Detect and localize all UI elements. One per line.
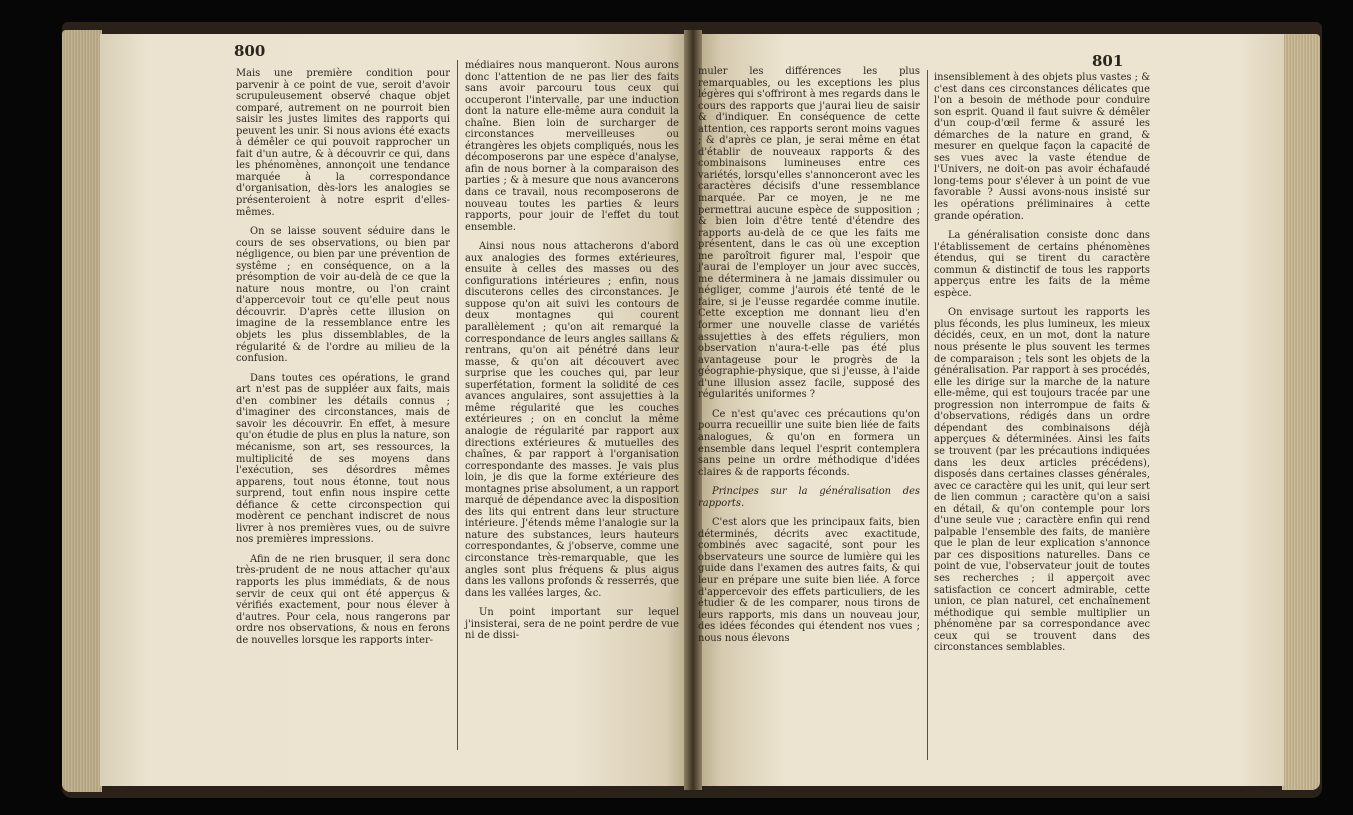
right-page-edges — [1282, 34, 1320, 790]
right-page-column-2 — [934, 72, 1150, 662]
paragraph: C'est alors que les principaux faits, bien déterminés, décrits avec exactitude, combinés avec sagacité, sont pour les observateurs une source de lumière qui les guide dans l'examen des autres faits, & qui leur en prépare une suite bien liée. A force d'appercevoir des effets particuliers, de les étudier & de les comparer, nous tirons de leurs rapports, mis dans un nouveau jour, des idées fécondes qui étendent nos vues ; nous nous élevons — [698, 517, 920, 644]
right-page-number: 801 — [1092, 52, 1124, 70]
paragraph: muler les différences les plus remarquables, ou les exceptions les plus légères qui s'offriront à mes regards dans le cours des rapports que j'aurai lieu de saisir & d'indiquer. En conséquence de cette attention, ces rapports seront moins vagues ; & d'après ce plan, je serai même en état d'établir de nouveaux rapports & des combinaisons lumineuses entre ces variétés, lorsqu'elles s'annonceront avec les caractères décisifs d'une ressemblance marquée. Par ce moyen, je ne me permettrai aucune espèce de supposition ; & bien loin d'être tenté d'étendre des rapports au-delà de ce que les faits me présentent, dans le cas où une exception me paroîtroit figurer mal, l'espoir que j'aurai de l'employer un jour avec succès, me déterminera à ne jamais dissimuler ou négliger, comme j'aurois été tenté de le faire, si je l'eusse regardée comme inutile. Cette exception me donnant lieu d'en former une nouvelle classe de variétés assujetties à des effets réguliers, mon observation n'aura-t-elle pas été plus avantageuse pour le progrès de la géographie-physique, que si j'eusse, à l'aide d'une illusion assez facile, supposé des régularités uniformes ? — [698, 66, 920, 401]
left-column-rule — [457, 60, 458, 750]
paragraph: Ce n'est qu'avec ces précautions qu'on pourra recueillir une suite bien liée de faits analogues, & qu'on en formera un ensemble dans lequel l'esprit contemplera sans peine un ordre méthodique d'idées claires & de rapports féconds. — [698, 408, 920, 478]
paragraph: Un point important sur lequel j'insisterai, sera de ne point perdre de vue ni de dissi- — [465, 607, 679, 642]
left-page-column-1 — [236, 68, 450, 654]
paragraph: Afin de ne rien brusquer, il sera donc très-prudent de ne nous attacher qu'aux rapports les plus immédiats, & de nous servir de ceux qui ont été apperçus & vérifiés exactement, pour nous élever à d'autres. Pour cela, nous rangerons par ordre nos observations, & nous en ferons de nouvelles lorsque les rapports inter- — [236, 553, 450, 646]
paragraph: médiaires nous manqueront. Nous aurons donc l'attention de ne pas lier des faits sans avoir parcouru tous ceux qui occuperont l'intervalle, par une induction dont la nature elle-même aura conduit la chaîne. Bien loin de surcharger de circonstances merveilleuses ou étrangères les objets compliqués, nous les décomposerons par une espèce d'analyse, afin de nous borner à la comparaison des parties ; & à mesure que nous avancerons dans ce travail, nous recomposerons de nouveau toutes les parties & leurs rapports, pour jouir de l'effet du tout ensemble. — [465, 60, 679, 233]
paragraph: On se laisse souvent séduire dans le cours de ses observations, ou bien par négligence, ou bien par une prévention de systême ; en conséquence, on a la présomption de voir au-delà de ce que la nature nous montre, ou l'on craint d'appercevoir tout ce qu'elle peut nous découvrir. D'après cette illusion on imagine de la ressemblance entre les objets les plus dissemblables, de la régularité & de l'ordre au milieu de la confusion. — [236, 226, 450, 365]
paragraph: Dans toutes ces opérations, le grand art n'est pas de suppléer aux faits, mais d'en combiner les détails connus ; d'imaginer des circonstances, mais de savoir les découvrir. En effet, à mesure qu'on étudie de plus en plus la nature, son mécanisme, son art, ses ressources, la multiplicité de ses moyens dans l'exécution, ses désordres mêmes apparens, tout nous étonne, tout nous surprend, tout enfin nous inspire cette défiance & cette circonspection qui modèrent ce penchant indiscret de nous livrer à nos premières vues, ou de suivre nos premières impressions. — [236, 372, 450, 546]
paragraph: Ainsi nous nous attacherons d'abord aux analogies des formes extérieures, ensuite à celles des masses ou des configurations intérieures ; enfin, nous discuterons celles des circonstances. Je suppose qu'on ait suivi les contours de deux montagnes qui courent parallèlement ; qu'on ait remarqué la correspondance de leurs angles saillans & rentrans, qu'on ait pénétré dans leur masse, & qu'on ait découvert avec surprise que les couches qui, par leur superfétation, forment la solidité de ces avances angulaires, sont assujetties à la même régularité que les couches extérieures ; on en conclut la même analogie de régularité par rapport aux directions extérieures & mutuelles des chaînes, & par rapport à l'organisation correspondante des masses. Je vais plus loin, je dis que la forme extérieure des montagnes prise absolument, a un rapport marqué de dépendance avec la disposition des lits qui entrent dans leur structure intérieure. J'étends même l'analogie sur la nature des substances, leurs hauteurs correspondantes, & j'observe, comme une circonstance très-remarquable, que les angles sont plus fréquens & plus aigus dans les vallons profonds & resserrés, que dans les vallées larges, &c. — [465, 241, 679, 599]
section-heading: Principes sur la généralisation des rapports. — [698, 486, 920, 509]
paragraph: La généralisation consiste donc dans l'établissement de certains phénomènes étendus, qui se tirent du caractère commun & distinctif de tous les rapports apperçus entre les faits de la même espèce. — [934, 230, 1150, 299]
paragraph: On envisage surtout les rapports les plus féconds, les plus lumineux, les mieux décidés, ceux, en un mot, dont la nature nous présente le plus souvent les termes de comparaison ; tels sont les objets de la généralisation. Par rapport à ses procédés, elle les dirige sur la marche de la nature elle-même, qui est toujours tracée par une progression non interrompue de faits & d'observations, rédigés dans un ordre dépendant des combinaisons déjà apperçues & déterminées. Ainsi les faits se trouvent (par les précautions indiquées dans les deux articles précédens), disposés dans certaines classes générales, avec ce caractère qui les unit, qui leur sert de lien commun ; caractère qu'on a saisi en détail, & qu'on contemple pour lors d'une seule vue ; caractère enfin qui rend palpable l'ensemble des faits, de manière que le plan de leur explication s'annonce par ces dispositions naturelles. Dans ce point de vue, l'observateur jouit de toutes ses recherches ; il apperçoit avec satisfaction ce concert admirable, cette union, ce plan naturel, cet enchaînement méthodique qui semble multiplier un phénomène par sa correspondance avec ceux qui se trouvent dans des circonstances semblables. — [934, 307, 1150, 654]
left-page-edges — [62, 30, 102, 792]
right-column-rule — [927, 70, 928, 760]
paragraph: insensiblement à des objets plus vastes ; & c'est dans ces circonstances délicates que l'on a besoin de méthode pour conduire son esprit. Quand il faut suivre & démêler d'un coup-d'œil ferme & assuré les démarches de la nature en grand, & mesurer en quelque façon la capacité de ses vues avec la vaste étendue de l'Univers, ne doit-on pas avoir échafaudé long-tems pour s'élever à un point de vue favorable ? Aussi avons-nous insisté sur les opérations préliminaires à cette grande opération. — [934, 72, 1150, 222]
paragraph: Mais une première condition pour parvenir à ce point de vue, seroit d'avoir scrupuleusement observé chaque objet comparé, autrement on ne pourroit bien saisir les justes limites des rapports qui peuvent les unir. Si nous avions été exacts à démêler ce qui pouvoit rapprocher un fait d'un autre, & à découvrir ce qui, dans les phénomènes, annonçoit une tendance marquée à la correspondance d'organisation, dès-lors les analogies se présenteroient à notre esprit d'elles-mêmes. — [236, 68, 450, 218]
left-page-column-2 — [465, 60, 679, 650]
left-page-number: 800 — [234, 42, 266, 60]
right-page-column-1 — [698, 66, 920, 652]
